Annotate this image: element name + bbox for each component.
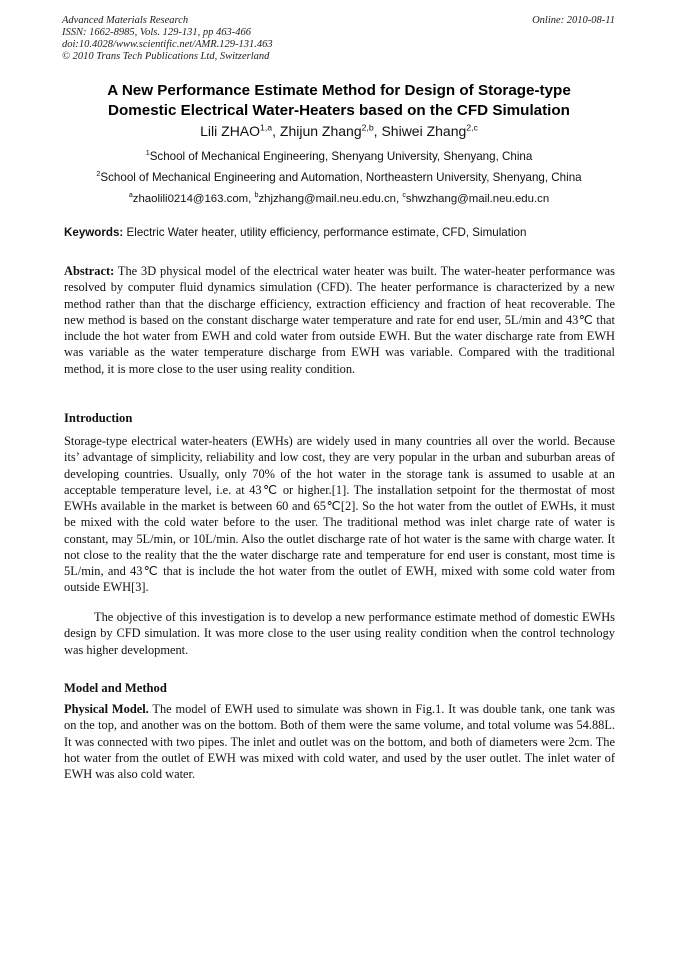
journal-copyright: © 2010 Trans Tech Publications Ltd, Switzerland [62, 51, 270, 62]
author-separator: , [272, 123, 280, 139]
journal-doi: doi:10.4028/www.scientific.net/AMR.129-131.463 [62, 39, 273, 50]
email-list [20, 192, 658, 206]
journal-issn: ISSN: 1662-8985, Vols. 129-131, pp 463-466 [62, 27, 251, 38]
affiliation-text: School of Mechanical Engineering, Shenyang University, Shenyang, China [149, 150, 533, 163]
email-address[interactable]: shwzhang@mail.neu.edu.cn [405, 193, 550, 205]
journal-header [62, 15, 273, 63]
affiliation-sup: 2 [96, 169, 101, 179]
email-address[interactable]: zhaolili0214@163.com [132, 193, 249, 205]
email-separator: , [396, 193, 403, 205]
author-name: Zhijun Zhang [279, 123, 362, 139]
paper-title [40, 81, 638, 121]
introduction-paragraph-2: The objective of this investigation is to develop a new performance estimate method of domestic EWHs design by CFD simulation. It was more close to the user using reality condition when the control technology was higher development. [64, 610, 615, 657]
author-sup: 2,b [361, 122, 374, 133]
affiliation-1 [20, 150, 658, 164]
journal-name: Advanced Materials Research [62, 15, 189, 26]
email-sup: c [402, 192, 406, 200]
email-sup: a [128, 192, 133, 200]
author-sup: 1,a [260, 122, 273, 133]
keywords [64, 226, 616, 240]
author-list [40, 122, 638, 140]
affiliation-2 [20, 171, 658, 185]
author-sup: 2,c [466, 122, 478, 133]
physical-model-text: The model of EWH used to simulate was shown in Fig.1. It was double tank, one tank was on the top, and another was on the bottom. Both of them were the same volume, and total volume was 54.88L. It was connected with two pipes. The inlet and outlet was on the bottom, and both of diameters were 2cm. The hot water from the outlet of EWH was mixed with cold water, and used by the user outlet. The inlet water of EWH was also cold water. [64, 702, 615, 781]
author-name: Shiwei Zhang [381, 123, 467, 139]
introduction-paragraph-1: Storage-type electrical water-heaters (EWHs) are widely used in many countries all over the world. Because its’ advantage of simplicity, reliability and low cost, they are very popular in the urban and suburban areas of developing countries. Usually, only 70% of the hot water in the storage tank is assumed to usable at an acceptable temperature level, i.e. at 43℃ or higher.[1]. The installation setpoint for the thermostat of most EWHs available in the market is between 60 and 65℃[2]. So the hot water from the outlet of EWHs, it must be mixed with the cold water before to the user. The traditional method was inlet charge rate of water is constant, may 5L/min, or 10L/min. Also the outlet discharge rate of hot water is the same with charge water. It not close to the reality that the the water discharge rate and temperature for end user is constant, most time is 5L/min, and 43℃ that is include the hot water from the outlet of EWH, mixed with some cold water from outside EWH[3]. [64, 434, 615, 595]
physical-model-label: Physical Model. [64, 702, 149, 716]
section-heading-introduction: Introduction [64, 411, 133, 425]
physical-model-paragraph [64, 701, 615, 782]
title-line-2: Domestic Electrical Water-Heaters based on the CFD Simulation [108, 102, 570, 119]
abstract-label: Abstract: [64, 264, 115, 278]
affiliation-sup: 1 [145, 148, 150, 158]
online-date: Online: 2010-08-11 [532, 15, 615, 26]
email-address[interactable]: zhjzhang@mail.neu.edu.cn [258, 193, 397, 205]
section-heading-model-method: Model and Method [64, 681, 167, 695]
keywords-text: Electric Water heater, utility efficiency, performance estimate, CFD, Simulation [126, 226, 527, 239]
email-sup: b [254, 192, 259, 200]
author-separator: , [373, 123, 382, 139]
abstract-text: The 3D physical model of the electrical water heater was built. The water-heater performance was resolved by computer fluid dynamics simulation (CFD). The heater performance is characterized by a new method rather than that the discharge efficiency, extraction efficiency and fraction of heat recoverable. The new method is based on the constant discharge water temperature and rate for end user, 5L/min and 43℃ that include the hot water from EWH and cold water from outside EWH. But the water discharge rate from EWH was variable as the water temperature discharge from EWH was variable. Compared with the traditional method, it is more close to the user using reality condition. [64, 264, 616, 376]
email-separator: , [248, 193, 255, 205]
author-name: Lili ZHAO [200, 123, 261, 139]
title-line-1: A New Performance Estimate Method for Design of Storage-type [107, 82, 571, 99]
affiliation-text: School of Mechanical Engineering and Automation, Northeastern University, Shenyang, China [100, 171, 582, 184]
keywords-label: Keywords: [64, 226, 124, 239]
abstract [64, 263, 615, 377]
